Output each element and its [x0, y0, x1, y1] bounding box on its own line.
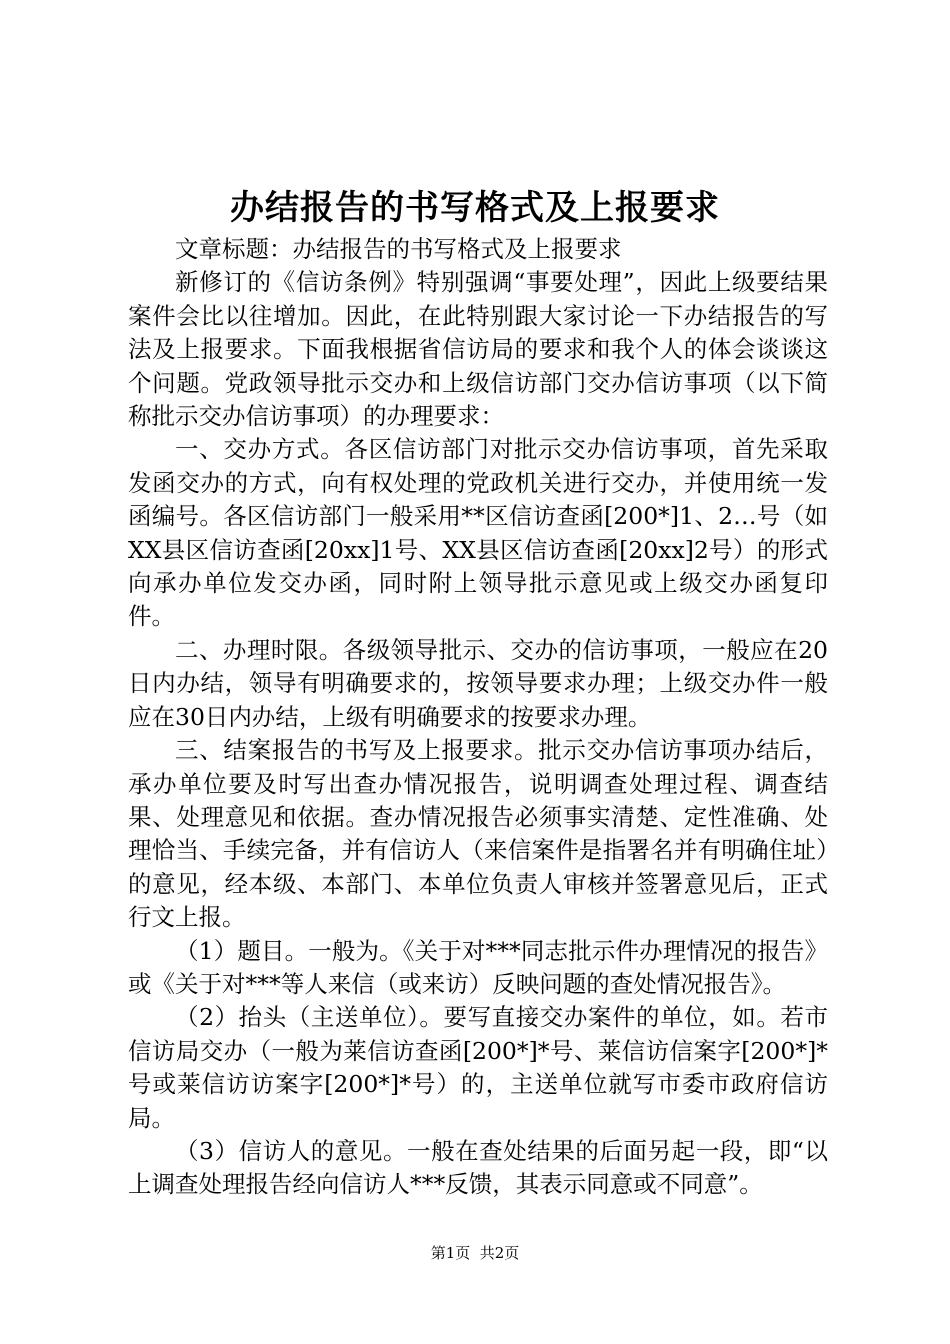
paragraph-item-2: （2）抬头（主送单位）。要写直接交办案件的单位，如。若市信访局交办（一般为莱信访查函[200*]*号、莱信访信案字[200*]*号或莱信访访案字[200*]*号）的，主送单位就写市委市政府信访局。	[128, 1003, 828, 1132]
paragraph-intro: 新修订的《信访条例》特别强调“事要处理”，因此上级要结果案件会比以往增加。因此，在此特别跟大家讨论一下办结报告的写法及上报要求。下面我根据省信访局的要求和我个人的体会谈谈这个问题。党政领导批示交办和上级信访部门交办信访事项（以下简称批示交办信访事项）的办理要求：	[128, 268, 828, 431]
page-footer	[0, 1243, 950, 1263]
page-number-label: 第1页 共2页	[430, 1244, 520, 1262]
document-title: 办结报告的书写格式及上报要求	[230, 188, 720, 228]
paragraph-item-3: （3）信访人的意见。一般在查处结果的后面另起一段，即“以上调查处理报告经向信访人***反馈，其表示同意或不同意”。	[128, 1136, 828, 1199]
paragraph-item-1: （1）题目。一般为。《关于对***同志批示件办理情况的报告》或《关于对***等人来信（或来访）反映问题的查处情况报告》。	[128, 936, 828, 998]
paragraph-section-2: 二、办理时限。各级领导批示、交办的信访事项，一般应在20日内办结，领导有明确要求的，按领导要求办理；上级交办件一般应在30日内办结，上级有明确要求的按要求办理。	[128, 635, 828, 731]
paragraph-section-1: 一、交办方式。各区信访部门对批示交办信访事项，首先采取发函交办的方式，向有权处理的党政机关进行交办，并使用统一发函编号。各区信访部门一般采用**区信访查函[200*]1、2…号（如XX县区信访查函[20xx]1号、XX县区信访查函[20xx]2号）的形式向承办单位发交办函，同时附上领导批示意见或上级交办函复印件。	[128, 435, 828, 631]
paragraph-article-title: 文章标题：办结报告的书写格式及上报要求	[175, 235, 622, 263]
paragraph-section-3: 三、结案报告的书写及上报要求。批示交办信访事项办结后，承办单位要及时写出查办情况报告，说明调查处理过程、调查结果、处理意见和依据。查办情况报告必须事实清楚、定性准确、处理恰当、手续完备，并有信访人（来信案件是指署名并有明确住址）的意见，经本级、本部门、本单位负责人审核并签署意见后，正式行文上报。	[128, 736, 828, 932]
document-body	[128, 233, 828, 1202]
